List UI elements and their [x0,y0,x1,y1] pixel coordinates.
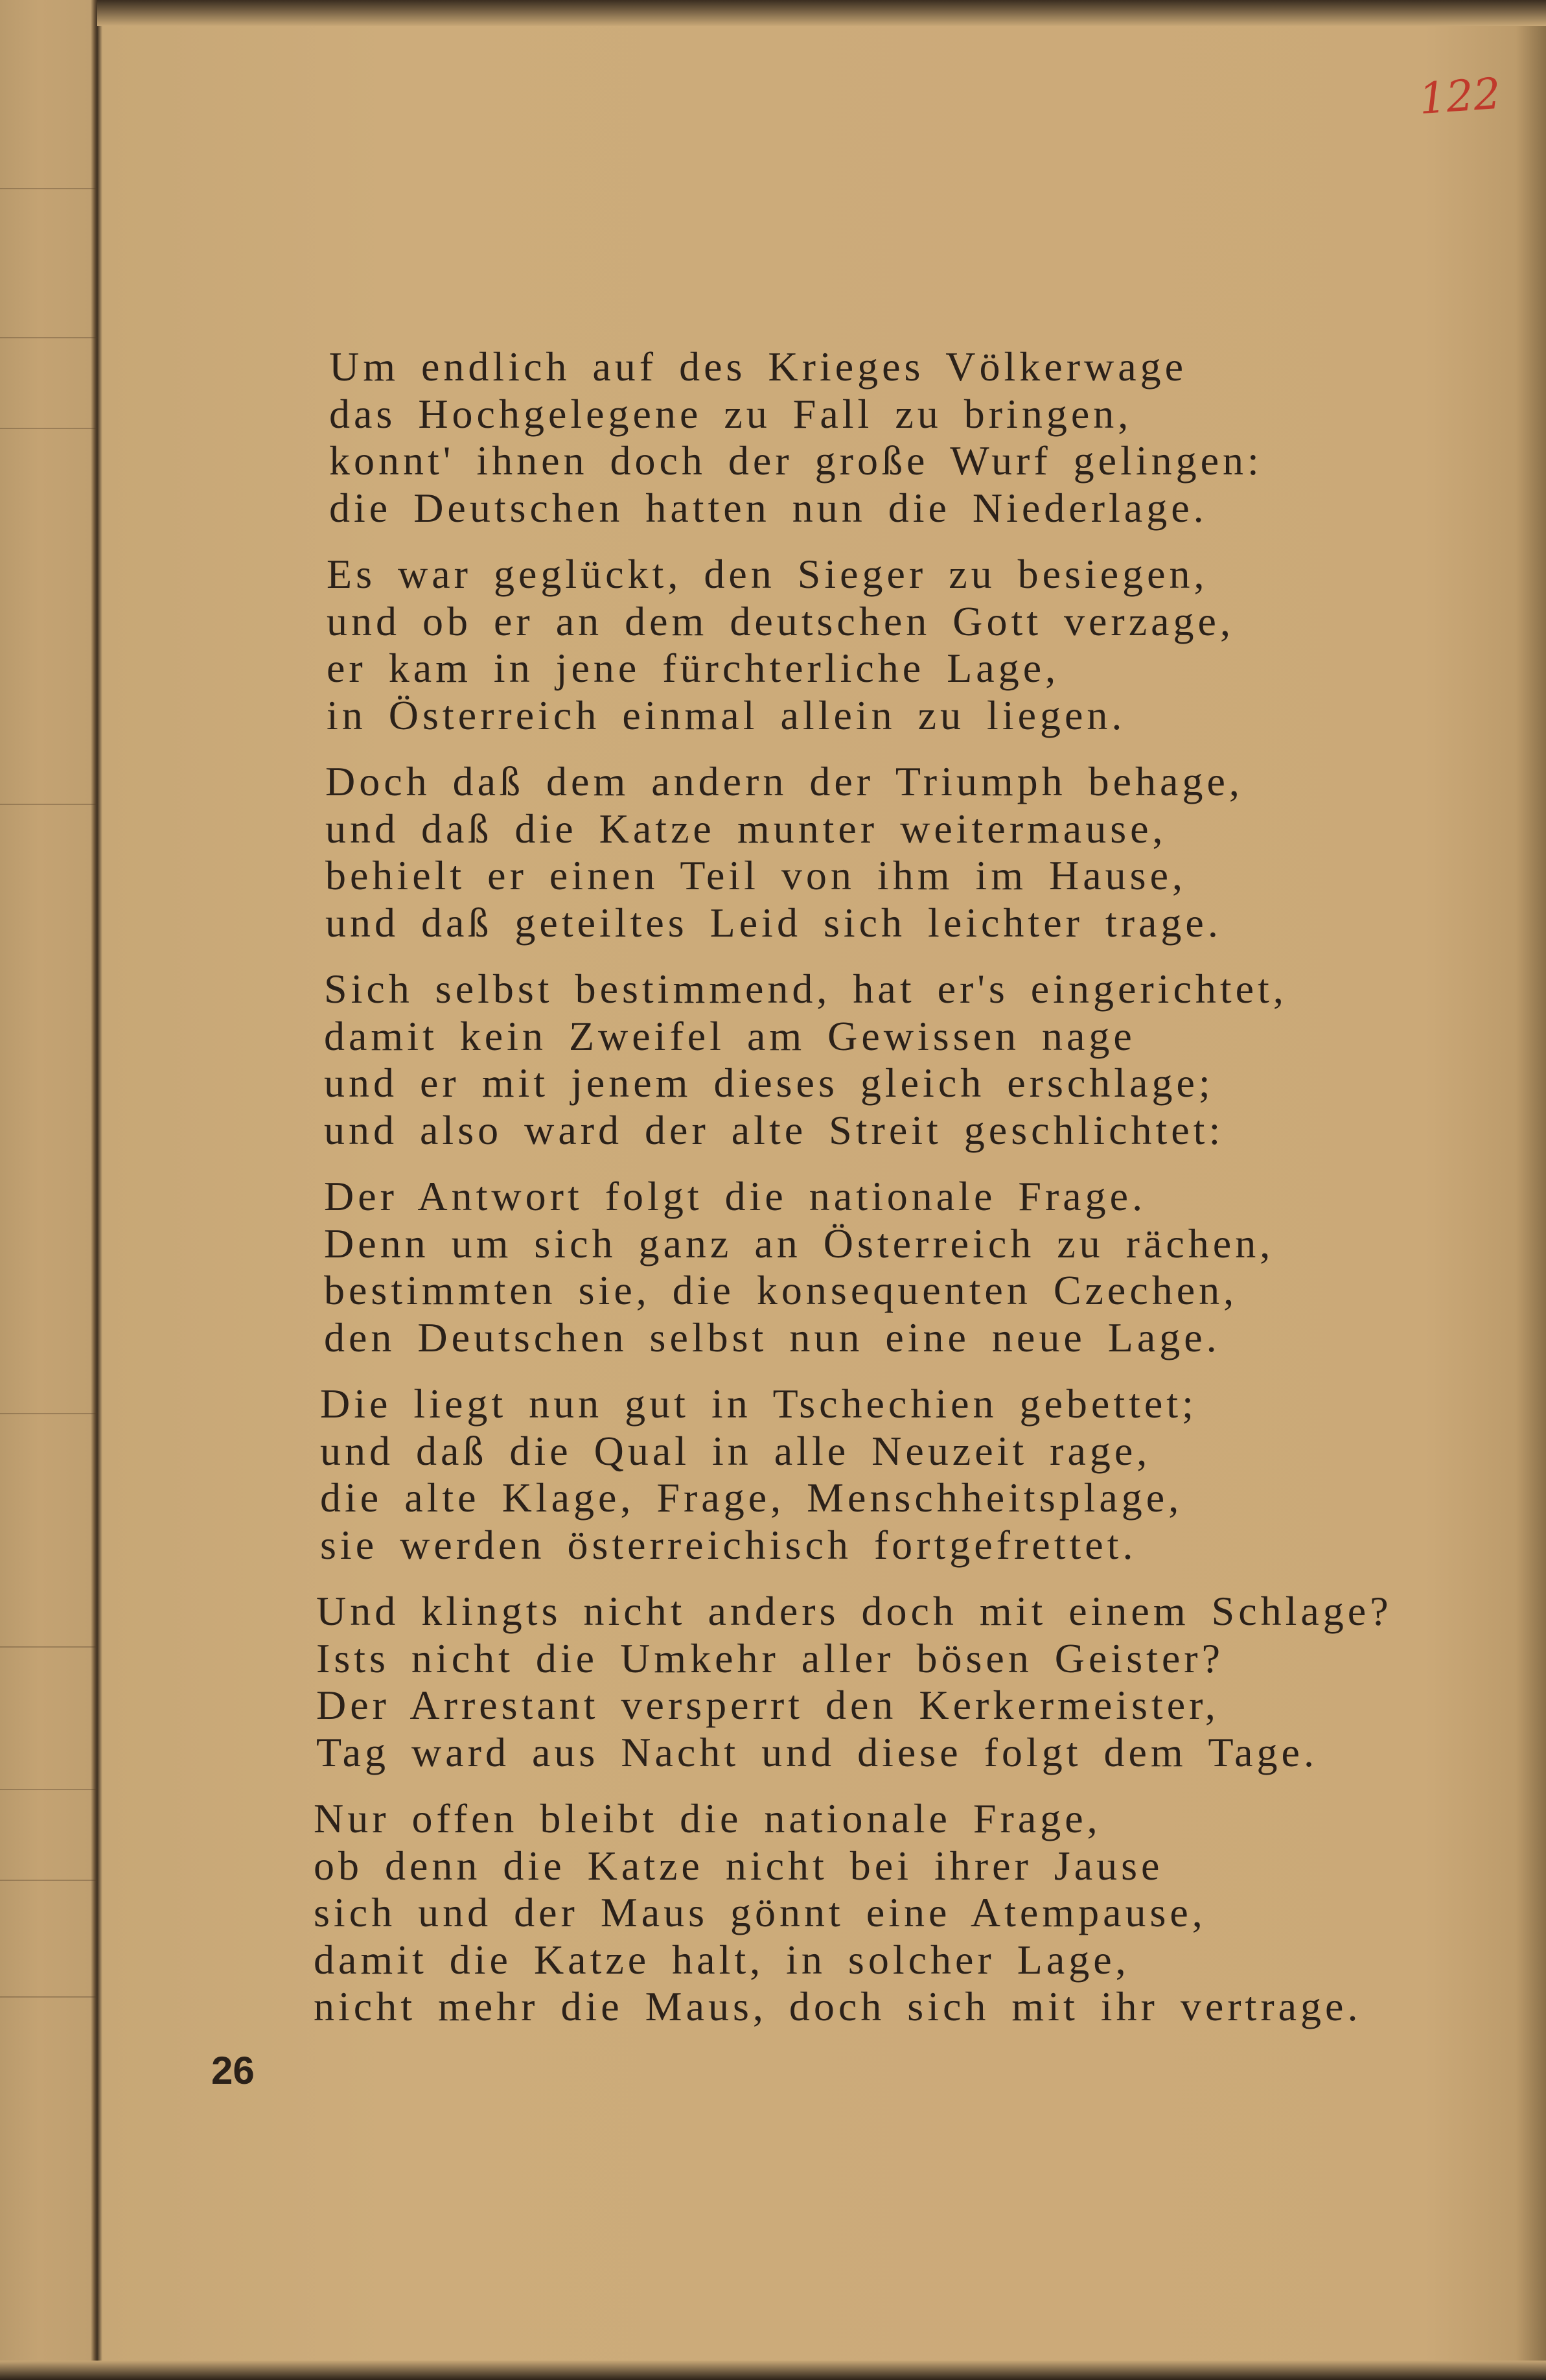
verse-line: damit die Katze halt, in solcher Lage, [314,1936,1130,1983]
page-bottom-edge [0,2361,1546,2380]
verse-line: und also ward der alte Streit geschlichtet: [324,1106,1225,1153]
verse-line: Der Antwort folgt die nationale Frage. [324,1173,1147,1219]
handwritten-folio-number: 122 [1417,68,1503,124]
page-number: 26 [211,2049,255,2092]
verse-line: Es war geglückt, den Sieger zu besiegen, [327,551,1208,597]
verse-line: das Hochgelegene zu Fall zu bringen, [329,390,1133,437]
verse-line: Nur offen bleibt die nationale Frage, [314,1795,1102,1841]
stanza [324,1173,1392,1361]
verse-line: konnt' ihnen doch der große Wurf gelingen: [329,438,1263,484]
verse-line: und daß die Katze munter weitermause, [325,805,1167,852]
stanza [327,551,1392,739]
verse-line: und daß die Qual in alle Neuzeit rage, [320,1427,1151,1474]
verse-line: und er mit jenem dieses gleich erschlage; [324,1060,1214,1106]
verse-line: Tag ward aus Nacht und diese folgt dem Tage. [316,1729,1318,1775]
poem [314,344,1392,2050]
verse-line: die Deutschen hatten nun die Niederlage. [329,484,1208,531]
verse-line: ob denn die Katze nicht bei ihrer Jause [314,1842,1164,1889]
verse-line: Die liegt nun gut in Tschechien gebettet; [320,1381,1197,1427]
stanza [329,344,1392,531]
verse-line: Und klingts nicht anders doch mit einem Schlage? [316,1588,1392,1634]
page-top-edge [97,0,1546,26]
verse-line: in Österreich einmal allein zu liegen. [327,692,1126,738]
verse-line: nicht mehr die Maus, doch sich mit ihr vertrage. [314,1983,1362,2029]
verse-line: die alte Klage, Frage, Menschheitsplage, [320,1475,1183,1521]
verse-line: behielt er einen Teil von ihm im Hause, [325,852,1186,898]
book-binding [0,0,97,2380]
stanza [320,1381,1392,1569]
stanza [316,1588,1392,1776]
verse-line: Der Arrestant versperrt den Kerkermeister, [316,1682,1219,1728]
verse-line: und ob er an dem deutschen Gott verzage, [327,598,1234,644]
verse-line: Denn um sich ganz an Österreich zu rächen, [324,1220,1275,1266]
verse-line: sich und der Maus gönnt eine Atempause, [314,1889,1206,1935]
verse-line: Um endlich auf des Krieges Völkerwage [329,344,1188,390]
verse-line: Doch daß dem andern der Triumph behage, [325,758,1243,804]
verse-line: damit kein Zweifel am Gewissen nage [324,1012,1136,1059]
verse-line: sie werden österreichisch fortgefrettet. [320,1521,1137,1568]
verse-line: Ists nicht die Umkehr aller bösen Geister? [316,1635,1224,1681]
stanza [325,758,1392,946]
verse-line: Sich selbst bestimmend, hat er's eingerichtet, [324,966,1287,1012]
stanza [324,966,1392,1154]
verse-line: und daß geteiltes Leid sich leichter trage. [325,899,1222,946]
verse-line: er kam in jene fürchterliche Lage, [327,645,1060,691]
verse-line: bestimmten sie, die konsequenten Czechen, [324,1267,1238,1313]
stanza [314,1795,1392,2031]
verse-line: den Deutschen selbst nun eine neue Lage. [324,1314,1221,1360]
